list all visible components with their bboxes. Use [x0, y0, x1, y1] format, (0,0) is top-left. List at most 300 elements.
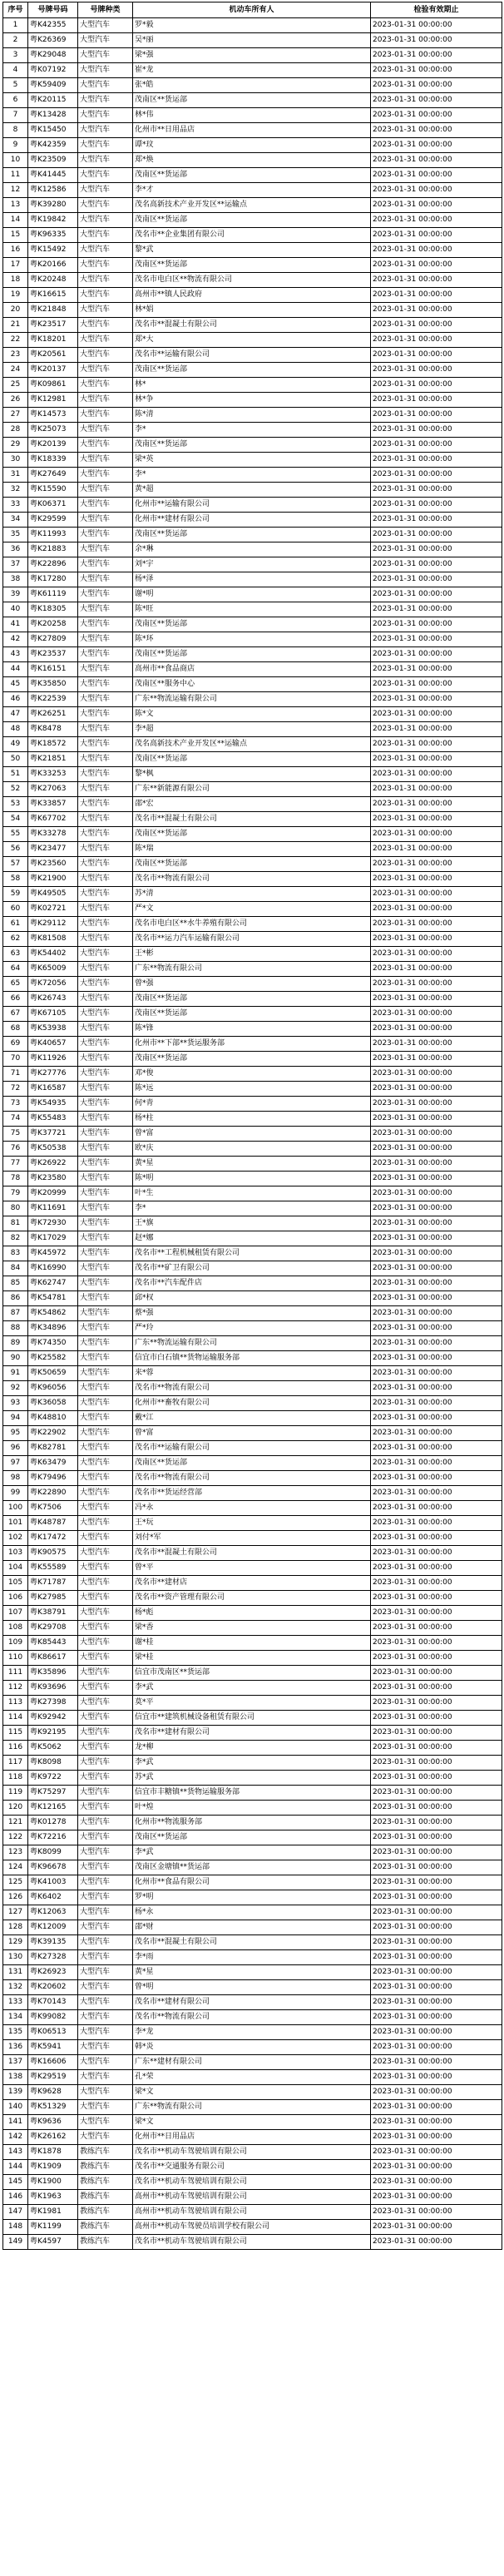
cell-plate-type: 大型汽车 [78, 692, 133, 707]
table-row [3, 123, 502, 138]
cell-plate-number: 粤K29112 [28, 917, 78, 932]
cell-plate-number: 粤K51329 [28, 2100, 78, 2115]
cell-inspection-expiry: 2023-01-31 00:00:00 [371, 423, 502, 438]
cell-plate-number: 粤K15492 [28, 243, 78, 258]
cell-plate-number: 粤K37721 [28, 1127, 78, 1142]
cell-index: 23 [3, 348, 28, 363]
cell-plate-type: 大型汽车 [78, 438, 133, 453]
cell-index: 143 [3, 2145, 28, 2160]
table-row [3, 2085, 502, 2100]
cell-plate-number: 粤K23580 [28, 1172, 78, 1186]
table-row [3, 528, 502, 542]
table-row [3, 393, 502, 408]
cell-inspection-expiry: 2023-01-31 00:00:00 [371, 677, 502, 692]
cell-vehicle-owner: 余*琳 [133, 542, 371, 557]
cell-plate-type: 大型汽车 [78, 453, 133, 468]
cell-index: 75 [3, 1127, 28, 1142]
cell-inspection-expiry: 2023-01-31 00:00:00 [371, 213, 502, 228]
cell-inspection-expiry: 2023-01-31 00:00:00 [371, 468, 502, 483]
cell-inspection-expiry: 2023-01-31 00:00:00 [371, 542, 502, 557]
cell-plate-number: 粤K21900 [28, 872, 78, 887]
cell-index: 110 [3, 1651, 28, 1666]
cell-vehicle-owner: 陈*文 [133, 707, 371, 722]
cell-plate-number: 粤K48810 [28, 1411, 78, 1426]
cell-plate-number: 粤K70143 [28, 1995, 78, 2010]
cell-plate-type: 大型汽车 [78, 258, 133, 273]
table-row [3, 183, 502, 198]
cell-vehicle-owner: 茂名市**运输有限公司 [133, 348, 371, 363]
cell-inspection-expiry: 2023-01-31 00:00:00 [371, 1456, 502, 1471]
cell-plate-type: 大型汽车 [78, 243, 133, 258]
table-row [3, 168, 502, 183]
cell-inspection-expiry: 2023-01-31 00:00:00 [371, 1291, 502, 1306]
cell-plate-type: 大型汽车 [78, 1426, 133, 1441]
table-row [3, 333, 502, 348]
cell-index: 6 [3, 93, 28, 108]
cell-plate-number: 粤K11691 [28, 1201, 78, 1216]
table-row [3, 1711, 502, 1726]
table-row [3, 2010, 502, 2025]
cell-index: 21 [3, 318, 28, 333]
cell-plate-number: 粤K1909 [28, 2160, 78, 2175]
table-row [3, 1411, 502, 1426]
cell-index: 45 [3, 677, 28, 692]
cell-plate-number: 粤K90575 [28, 1546, 78, 1561]
cell-index: 103 [3, 1546, 28, 1561]
cell-vehicle-owner: 陈*环 [133, 632, 371, 647]
cell-inspection-expiry: 2023-01-31 00:00:00 [371, 198, 502, 213]
cell-plate-number: 粤K20258 [28, 617, 78, 632]
cell-plate-type: 大型汽车 [78, 2100, 133, 2115]
cell-plate-type: 大型汽车 [78, 1860, 133, 1875]
cell-plate-number: 粤K1878 [28, 2145, 78, 2160]
cell-vehicle-owner: 林*伟 [133, 108, 371, 123]
cell-inspection-expiry: 2023-01-31 00:00:00 [371, 1261, 502, 1276]
cell-plate-number: 粤K20602 [28, 1980, 78, 1995]
header-index: 序号 [3, 2, 28, 18]
cell-vehicle-owner: 信宜市茂南区**货运部 [133, 1666, 371, 1681]
table-row [3, 1381, 502, 1396]
table-row [3, 1351, 502, 1366]
cell-inspection-expiry: 2023-01-31 00:00:00 [371, 872, 502, 887]
cell-plate-number: 粤K92195 [28, 1726, 78, 1741]
cell-inspection-expiry: 2023-01-31 00:00:00 [371, 992, 502, 1007]
cell-plate-type: 大型汽车 [78, 2115, 133, 2130]
cell-plate-type: 大型汽车 [78, 572, 133, 587]
cell-vehicle-owner: 李*武 [133, 1756, 371, 1771]
cell-index: 112 [3, 1681, 28, 1696]
table-row [3, 1321, 502, 1336]
cell-inspection-expiry: 2023-01-31 00:00:00 [371, 2160, 502, 2175]
table-row [3, 962, 502, 977]
table-row [3, 438, 502, 453]
cell-plate-type: 大型汽车 [78, 138, 133, 153]
cell-inspection-expiry: 2023-01-31 00:00:00 [371, 1306, 502, 1321]
cell-index: 142 [3, 2130, 28, 2145]
cell-index: 17 [3, 258, 28, 273]
cell-plate-type: 大型汽车 [78, 408, 133, 423]
table-row [3, 1935, 502, 1950]
cell-plate-type: 大型汽车 [78, 932, 133, 947]
cell-inspection-expiry: 2023-01-31 00:00:00 [371, 1771, 502, 1786]
cell-inspection-expiry: 2023-01-31 00:00:00 [371, 2040, 502, 2055]
cell-vehicle-owner: 茂名市**建材有限公司 [133, 1726, 371, 1741]
cell-vehicle-owner: 邱*权 [133, 1291, 371, 1306]
cell-index: 59 [3, 887, 28, 902]
cell-index: 107 [3, 1606, 28, 1621]
cell-index: 138 [3, 2070, 28, 2085]
cell-plate-number: 粤K12009 [28, 1920, 78, 1935]
table-row [3, 992, 502, 1007]
cell-index: 109 [3, 1636, 28, 1651]
cell-index: 122 [3, 1830, 28, 1845]
cell-plate-type: 大型汽车 [78, 1351, 133, 1366]
cell-inspection-expiry: 2023-01-31 00:00:00 [371, 1231, 502, 1246]
table-row [3, 1366, 502, 1381]
cell-plate-type: 大型汽车 [78, 93, 133, 108]
cell-index: 129 [3, 1935, 28, 1950]
cell-inspection-expiry: 2023-01-31 00:00:00 [371, 1995, 502, 2010]
cell-vehicle-owner: 陈*瑞 [133, 842, 371, 857]
cell-inspection-expiry: 2023-01-31 00:00:00 [371, 1516, 502, 1531]
cell-index: 50 [3, 752, 28, 767]
table-row [3, 1816, 502, 1830]
cell-index: 53 [3, 797, 28, 812]
cell-plate-type: 大型汽车 [78, 662, 133, 677]
cell-vehicle-owner: 张*皓 [133, 78, 371, 93]
cell-plate-type: 大型汽车 [78, 827, 133, 842]
table-row [3, 812, 502, 827]
cell-plate-number: 粤K4597 [28, 2235, 78, 2250]
cell-plate-number: 粤K7506 [28, 1501, 78, 1516]
cell-plate-number: 粤K86617 [28, 1651, 78, 1666]
cell-plate-type: 大型汽车 [78, 1606, 133, 1621]
cell-plate-type: 大型汽车 [78, 1980, 133, 1995]
cell-vehicle-owner: 李* [133, 468, 371, 483]
cell-vehicle-owner: 茂南区**货运部 [133, 1052, 371, 1067]
table-row [3, 572, 502, 587]
cell-plate-type: 大型汽车 [78, 318, 133, 333]
cell-plate-number: 粤K17029 [28, 1231, 78, 1246]
cell-plate-type: 大型汽车 [78, 2070, 133, 2085]
cell-plate-number: 粤K8478 [28, 722, 78, 737]
cell-plate-number: 粤K12165 [28, 1801, 78, 1816]
cell-plate-type: 大型汽车 [78, 1186, 133, 1201]
cell-vehicle-owner: 化州市**食品有限公司 [133, 1875, 371, 1890]
cell-inspection-expiry: 2023-01-31 00:00:00 [371, 153, 502, 168]
table-row [3, 1920, 502, 1935]
cell-inspection-expiry: 2023-01-31 00:00:00 [371, 902, 502, 917]
cell-inspection-expiry: 2023-01-31 00:00:00 [371, 887, 502, 902]
cell-index: 69 [3, 1037, 28, 1052]
cell-plate-number: 粤K9628 [28, 2085, 78, 2100]
cell-index: 83 [3, 1246, 28, 1261]
cell-vehicle-owner: 李* [133, 423, 371, 438]
cell-inspection-expiry: 2023-01-31 00:00:00 [371, 1396, 502, 1411]
cell-index: 114 [3, 1711, 28, 1726]
cell-inspection-expiry: 2023-01-31 00:00:00 [371, 1741, 502, 1756]
cell-plate-number: 粤K27985 [28, 1591, 78, 1606]
cell-vehicle-owner: 陈*旺 [133, 602, 371, 617]
cell-inspection-expiry: 2023-01-31 00:00:00 [371, 1112, 502, 1127]
cell-plate-type: 教练汽车 [78, 2235, 133, 2250]
table-row [3, 1157, 502, 1172]
cell-plate-type: 大型汽车 [78, 977, 133, 992]
table-row [3, 258, 502, 273]
cell-plate-type: 大型汽车 [78, 947, 133, 962]
cell-index: 40 [3, 602, 28, 617]
cell-plate-type: 大型汽车 [78, 767, 133, 782]
cell-vehicle-owner: 茂名市电白区**物流有限公司 [133, 273, 371, 288]
table-row [3, 1771, 502, 1786]
cell-plate-number: 粤K20248 [28, 273, 78, 288]
cell-inspection-expiry: 2023-01-31 00:00:00 [371, 483, 502, 498]
cell-plate-number: 粤K20139 [28, 438, 78, 453]
cell-index: 90 [3, 1351, 28, 1366]
table-body [3, 18, 502, 2250]
cell-plate-type: 大型汽车 [78, 1112, 133, 1127]
table-row [3, 363, 502, 378]
cell-index: 19 [3, 288, 28, 303]
cell-plate-number: 粤K11993 [28, 528, 78, 542]
cell-inspection-expiry: 2023-01-31 00:00:00 [371, 2220, 502, 2235]
cell-plate-number: 粤K16606 [28, 2055, 78, 2070]
cell-inspection-expiry: 2023-01-31 00:00:00 [371, 2100, 502, 2115]
cell-index: 32 [3, 483, 28, 498]
cell-plate-type: 大型汽车 [78, 1172, 133, 1186]
cell-inspection-expiry: 2023-01-31 00:00:00 [371, 1621, 502, 1636]
cell-plate-number: 粤K12981 [28, 393, 78, 408]
cell-plate-type: 大型汽车 [78, 1651, 133, 1666]
cell-inspection-expiry: 2023-01-31 00:00:00 [371, 1576, 502, 1591]
cell-vehicle-owner: 茂名市**机动车驾驶培训有限公司 [133, 2145, 371, 2160]
table-row [3, 138, 502, 153]
cell-plate-number: 粤K48787 [28, 1516, 78, 1531]
cell-inspection-expiry: 2023-01-31 00:00:00 [371, 1801, 502, 1816]
cell-inspection-expiry: 2023-01-31 00:00:00 [371, 1321, 502, 1336]
cell-plate-type: 大型汽车 [78, 528, 133, 542]
cell-inspection-expiry: 2023-01-31 00:00:00 [371, 1366, 502, 1381]
table-row [3, 917, 502, 932]
cell-vehicle-owner: 广东**物流有限公司 [133, 2100, 371, 2115]
cell-vehicle-owner: 林* [133, 378, 371, 393]
table-row [3, 2190, 502, 2205]
cell-vehicle-owner: 茂名市**企业集团有限公司 [133, 228, 371, 243]
cell-inspection-expiry: 2023-01-31 00:00:00 [371, 2190, 502, 2205]
table-row [3, 1306, 502, 1321]
table-row [3, 1890, 502, 1905]
cell-inspection-expiry: 2023-01-31 00:00:00 [371, 632, 502, 647]
cell-vehicle-owner: 茂南区**货运部 [133, 827, 371, 842]
cell-index: 89 [3, 1336, 28, 1351]
cell-plate-type: 大型汽车 [78, 213, 133, 228]
cell-plate-number: 粤K71787 [28, 1576, 78, 1591]
cell-plate-type: 大型汽车 [78, 1576, 133, 1591]
cell-plate-number: 粤K22890 [28, 1486, 78, 1501]
cell-index: 118 [3, 1771, 28, 1786]
cell-plate-type: 教练汽车 [78, 2205, 133, 2220]
table-row [3, 1621, 502, 1636]
cell-inspection-expiry: 2023-01-31 00:00:00 [371, 48, 502, 63]
cell-plate-number: 粤K36058 [28, 1396, 78, 1411]
cell-vehicle-owner: 茂名市**运力汽车运输有限公司 [133, 932, 371, 947]
cell-index: 39 [3, 587, 28, 602]
table-row [3, 18, 502, 33]
cell-vehicle-owner: 曾*富 [133, 1127, 371, 1142]
cell-plate-type: 大型汽车 [78, 1920, 133, 1935]
cell-vehicle-owner: 茂名高新技术产业开发区**运输点 [133, 198, 371, 213]
table-row [3, 1636, 502, 1651]
cell-plate-number: 粤K16615 [28, 288, 78, 303]
cell-plate-number: 粤K15450 [28, 123, 78, 138]
cell-inspection-expiry: 2023-01-31 00:00:00 [371, 123, 502, 138]
cell-index: 121 [3, 1816, 28, 1830]
cell-plate-type: 大型汽车 [78, 1381, 133, 1396]
cell-inspection-expiry: 2023-01-31 00:00:00 [371, 842, 502, 857]
cell-plate-number: 粤K16990 [28, 1261, 78, 1276]
header-vehicle-owner: 机动车所有人 [133, 2, 371, 18]
cell-vehicle-owner: 李*武 [133, 1681, 371, 1696]
cell-plate-number: 粤K49505 [28, 887, 78, 902]
cell-inspection-expiry: 2023-01-31 00:00:00 [371, 737, 502, 752]
cell-plate-type: 大型汽车 [78, 1950, 133, 1965]
cell-vehicle-owner: 茂名市**资产管理有限公司 [133, 1591, 371, 1606]
cell-plate-type: 大型汽车 [78, 1097, 133, 1112]
cell-plate-type: 大型汽车 [78, 1321, 133, 1336]
cell-plate-number: 粤K42355 [28, 18, 78, 33]
cell-vehicle-owner: 杨*永 [133, 1905, 371, 1920]
cell-inspection-expiry: 2023-01-31 00:00:00 [371, 1127, 502, 1142]
table-row [3, 1801, 502, 1816]
cell-vehicle-owner: 茂南区**货运部 [133, 528, 371, 542]
cell-index: 67 [3, 1007, 28, 1022]
table-row [3, 1830, 502, 1845]
cell-plate-number: 粤K22902 [28, 1426, 78, 1441]
cell-plate-type: 大型汽车 [78, 198, 133, 213]
table-row [3, 2025, 502, 2040]
cell-index: 38 [3, 572, 28, 587]
cell-inspection-expiry: 2023-01-31 00:00:00 [371, 243, 502, 258]
cell-vehicle-owner: 谢*明 [133, 587, 371, 602]
cell-plate-type: 大型汽车 [78, 1516, 133, 1531]
cell-vehicle-owner: 莫*平 [133, 1696, 371, 1711]
cell-plate-type: 大型汽车 [78, 2055, 133, 2070]
cell-index: 68 [3, 1022, 28, 1037]
cell-plate-type: 大型汽车 [78, 153, 133, 168]
table-row [3, 468, 502, 483]
cell-plate-number: 粤K18572 [28, 737, 78, 752]
cell-plate-number: 粤K40657 [28, 1037, 78, 1052]
cell-vehicle-owner: 茂南区**货运部 [133, 363, 371, 378]
cell-plate-number: 粤K21851 [28, 752, 78, 767]
cell-index: 77 [3, 1157, 28, 1172]
cell-plate-type: 大型汽车 [78, 363, 133, 378]
cell-vehicle-owner: 黎*枫 [133, 767, 371, 782]
table-row [3, 872, 502, 887]
cell-plate-number: 粤K92942 [28, 1711, 78, 1726]
cell-index: 132 [3, 1980, 28, 1995]
cell-plate-type: 大型汽车 [78, 63, 133, 78]
cell-plate-number: 粤K23509 [28, 153, 78, 168]
cell-inspection-expiry: 2023-01-31 00:00:00 [371, 1935, 502, 1950]
cell-inspection-expiry: 2023-01-31 00:00:00 [371, 1186, 502, 1201]
cell-plate-type: 大型汽车 [78, 468, 133, 483]
cell-inspection-expiry: 2023-01-31 00:00:00 [371, 1636, 502, 1651]
cell-index: 126 [3, 1890, 28, 1905]
cell-index: 31 [3, 468, 28, 483]
cell-vehicle-owner: 高州市**机动车驾驶培训有限公司 [133, 2190, 371, 2205]
cell-index: 93 [3, 1396, 28, 1411]
cell-inspection-expiry: 2023-01-31 00:00:00 [371, 1097, 502, 1112]
cell-index: 56 [3, 842, 28, 857]
table-row [3, 303, 502, 318]
cell-plate-number: 粤K26743 [28, 992, 78, 1007]
cell-inspection-expiry: 2023-01-31 00:00:00 [371, 378, 502, 393]
table-row [3, 213, 502, 228]
cell-inspection-expiry: 2023-01-31 00:00:00 [371, 1067, 502, 1082]
cell-plate-type: 大型汽车 [78, 1142, 133, 1157]
cell-index: 115 [3, 1726, 28, 1741]
cell-index: 33 [3, 498, 28, 513]
table-row [3, 1905, 502, 1920]
cell-inspection-expiry: 2023-01-31 00:00:00 [371, 1905, 502, 1920]
table-row [3, 617, 502, 632]
cell-plate-type: 大型汽车 [78, 168, 133, 183]
cell-vehicle-owner: 韩*炎 [133, 2040, 371, 2055]
table-row [3, 1456, 502, 1471]
cell-plate-number: 粤K35896 [28, 1666, 78, 1681]
cell-plate-number: 粤K21883 [28, 542, 78, 557]
cell-index: 82 [3, 1231, 28, 1246]
cell-index: 12 [3, 183, 28, 198]
table-row [3, 767, 502, 782]
cell-vehicle-owner: 严*玲 [133, 1321, 371, 1336]
cell-vehicle-owner: 邵*宏 [133, 797, 371, 812]
cell-plate-number: 粤K39135 [28, 1935, 78, 1950]
cell-inspection-expiry: 2023-01-31 00:00:00 [371, 318, 502, 333]
table-row [3, 2100, 502, 2115]
cell-plate-type: 大型汽车 [78, 707, 133, 722]
table-row [3, 782, 502, 797]
cell-plate-type: 大型汽车 [78, 48, 133, 63]
cell-plate-type: 大型汽车 [78, 1276, 133, 1291]
table-row [3, 932, 502, 947]
cell-plate-type: 大型汽车 [78, 1830, 133, 1845]
cell-inspection-expiry: 2023-01-31 00:00:00 [371, 63, 502, 78]
table-row [3, 2205, 502, 2220]
cell-plate-type: 大型汽车 [78, 887, 133, 902]
cell-vehicle-owner: 李* [133, 1201, 371, 1216]
cell-plate-number: 粤K20166 [28, 258, 78, 273]
cell-plate-number: 粤K12586 [28, 183, 78, 198]
cell-index: 16 [3, 243, 28, 258]
cell-inspection-expiry: 2023-01-31 00:00:00 [371, 947, 502, 962]
cell-index: 20 [3, 303, 28, 318]
cell-inspection-expiry: 2023-01-31 00:00:00 [371, 572, 502, 587]
cell-index: 70 [3, 1052, 28, 1067]
cell-vehicle-owner: 茂名市**运输有限公司 [133, 1441, 371, 1456]
table-row [3, 587, 502, 602]
table-row [3, 423, 502, 438]
vehicle-inspection-table [2, 2, 502, 2250]
cell-index: 120 [3, 1801, 28, 1816]
table-row [3, 1546, 502, 1561]
cell-plate-type: 大型汽车 [78, 1366, 133, 1381]
cell-index: 35 [3, 528, 28, 542]
table-row [3, 1576, 502, 1591]
cell-index: 18 [3, 273, 28, 288]
table-row [3, 842, 502, 857]
